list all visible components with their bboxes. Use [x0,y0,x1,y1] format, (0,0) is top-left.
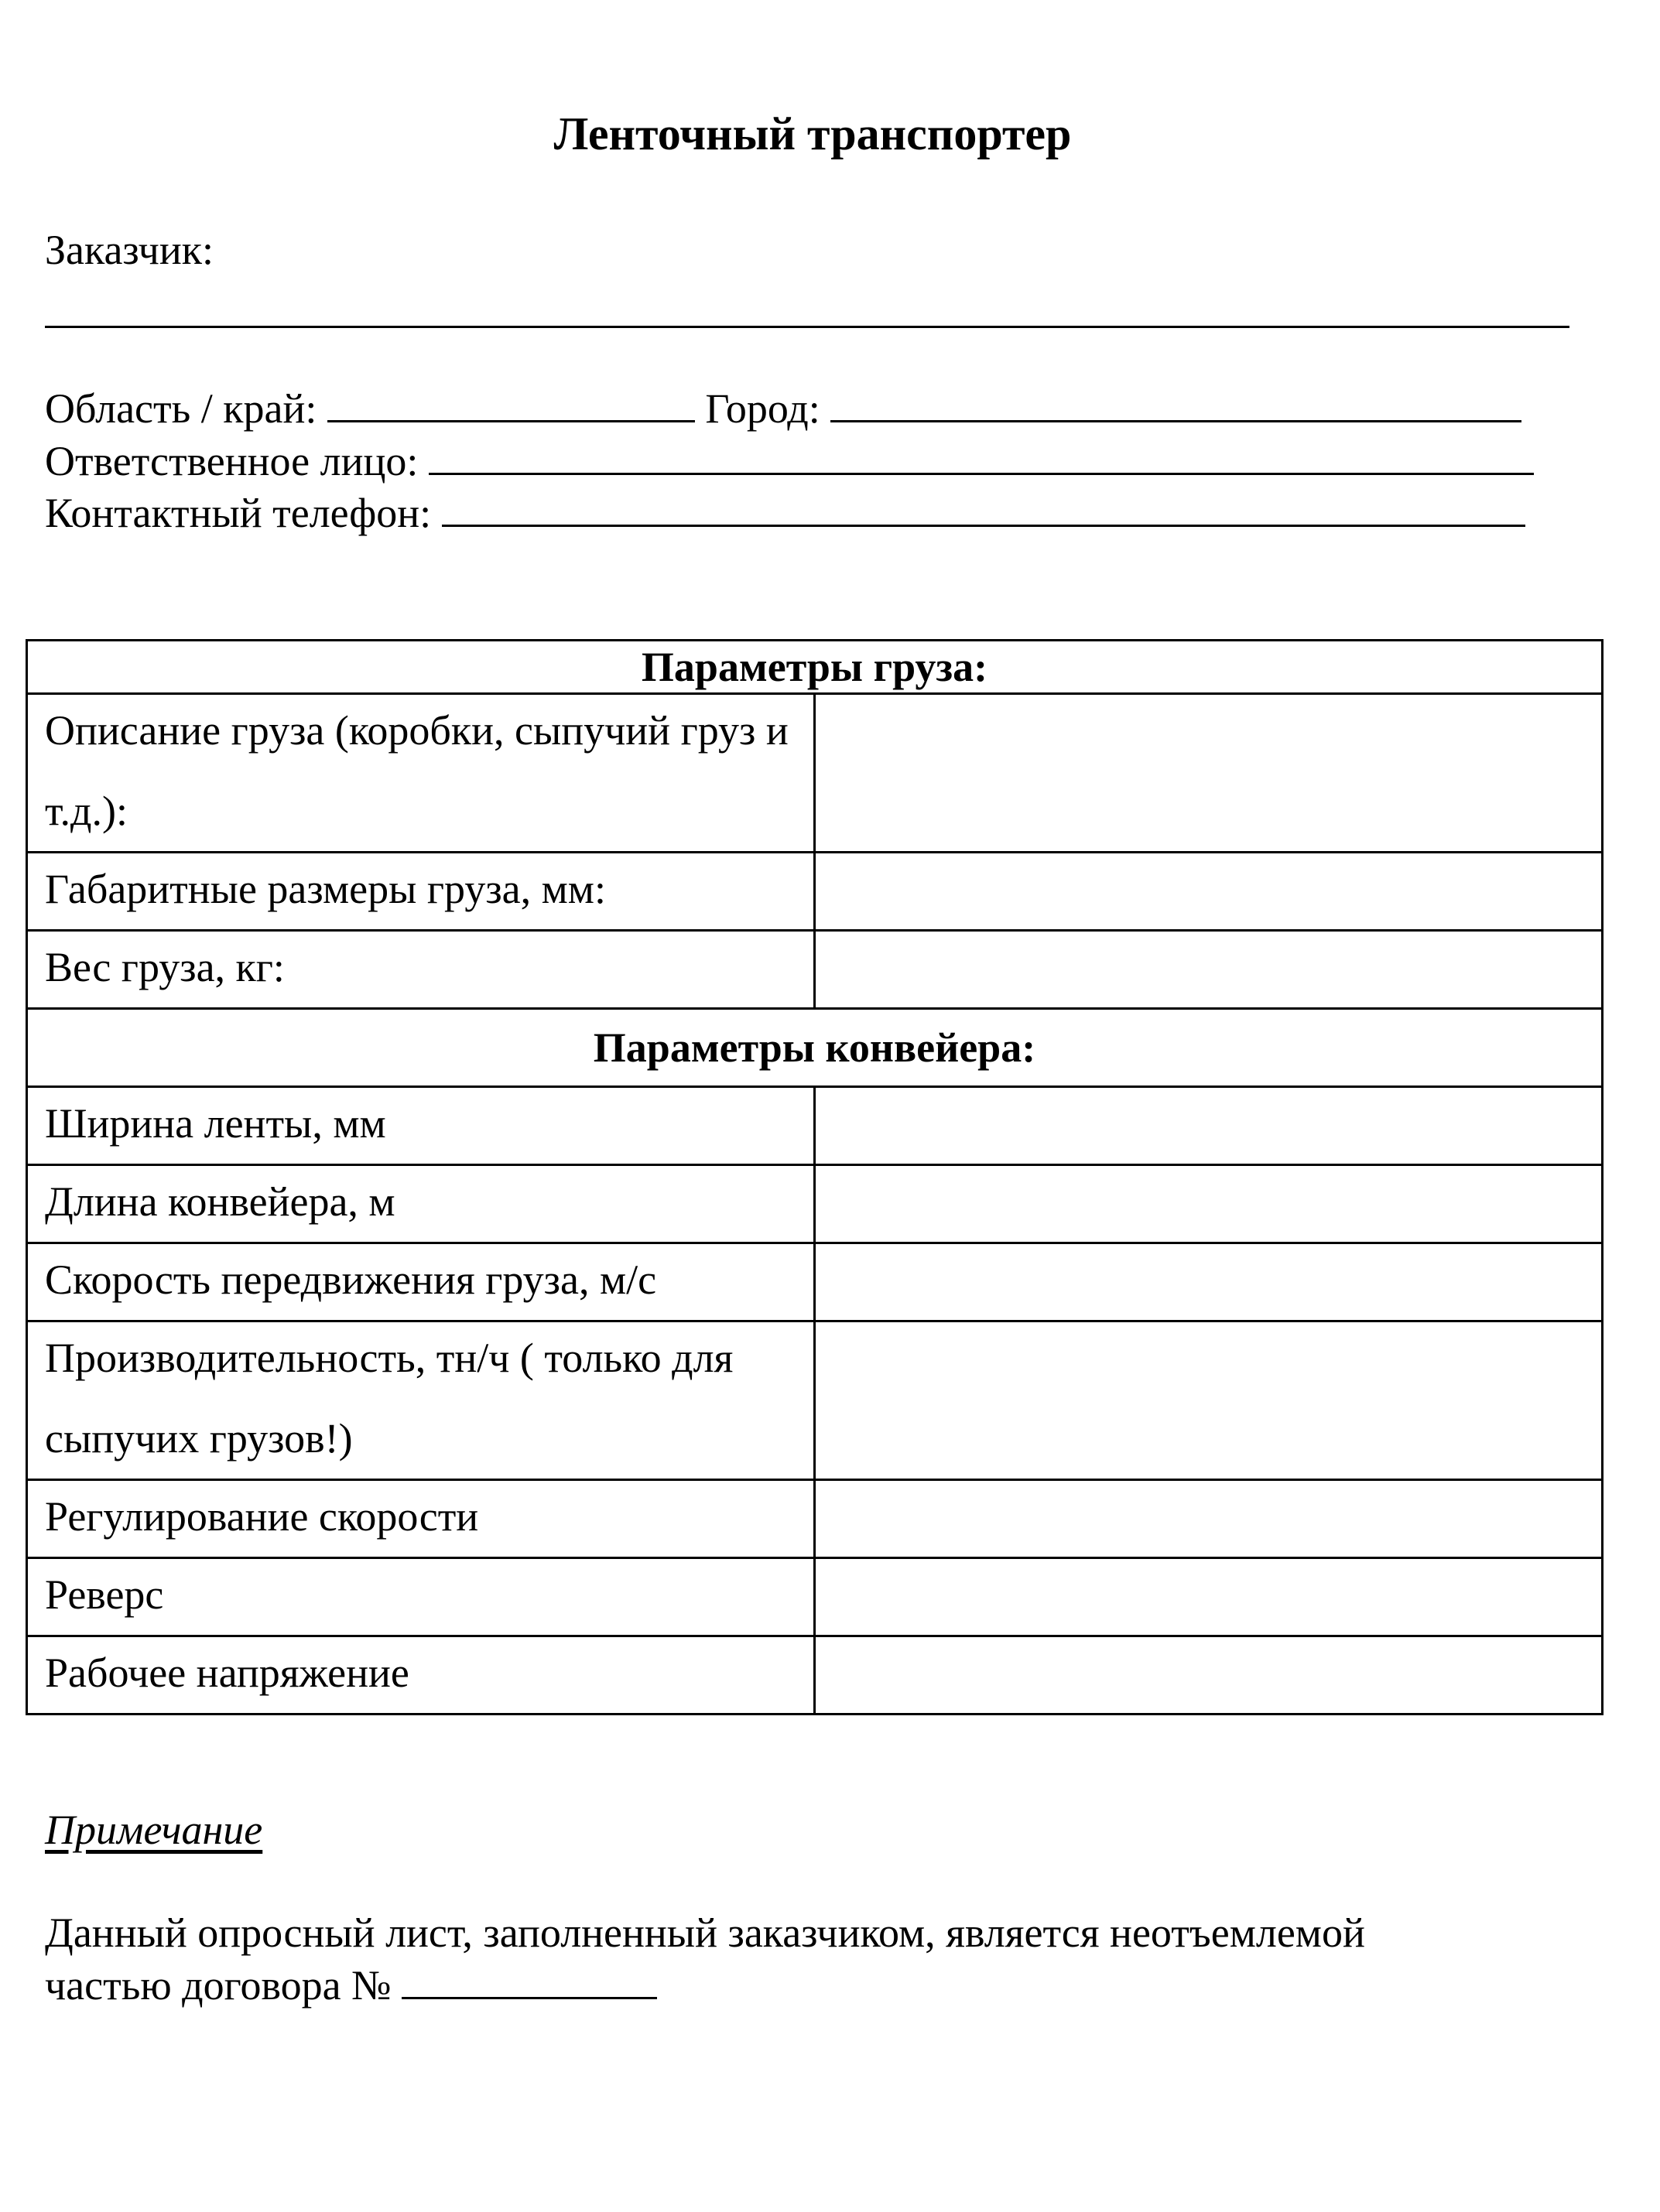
customer-field [45,224,214,275]
voltage-label: Рабочее напряжение [27,1636,815,1715]
note-title: Примечание [45,1807,263,1853]
table-row [27,1636,1603,1715]
customer-input-line[interactable] [45,326,1569,328]
conveyor-section-header [27,1009,1603,1087]
table-row [27,931,1603,1009]
speed-control-label: Регулирование скорости [27,1480,815,1558]
cargo-dimensions-label: Габаритные размеры груза, мм: [27,853,815,931]
reverse-label: Реверс [27,1558,815,1636]
region-label: Область / край: [45,385,317,432]
note-text-line-2-row [45,1958,1593,2011]
conveyor-length-label: Длина конвейера, м [27,1165,815,1243]
cargo-speed-label: Скорость передвижения груза, м/с [27,1243,815,1321]
table-row [27,694,1603,853]
cargo-section-title: Параметры груза: [27,641,1603,694]
table-row [27,1087,1603,1165]
city-input-line[interactable] [830,381,1521,422]
throughput-value[interactable] [815,1321,1603,1480]
cargo-section-header [27,641,1603,694]
voltage-value[interactable] [815,1636,1603,1715]
cargo-weight-value[interactable] [815,931,1603,1009]
phone-row [45,486,1525,538]
reverse-value[interactable] [815,1558,1603,1636]
customer-label: Заказчик: [45,227,214,273]
table-row [27,1480,1603,1558]
conveyor-section-title: Параметры конвейера: [27,1009,1603,1087]
throughput-label: Производительность, тн/ч ( только для сыпучих грузов!) [27,1321,815,1480]
table-row [27,1321,1603,1480]
cargo-description-value[interactable] [815,694,1603,853]
table-row [27,1165,1603,1243]
responsible-label: Ответственное лицо: [45,438,419,484]
note-text-line-2: частью договора № [45,1962,392,2009]
note-text [45,1907,1593,2011]
city-label: Город: [705,385,820,432]
table-row [27,853,1603,931]
table-row [27,1558,1603,1636]
speed-control-value[interactable] [815,1480,1603,1558]
table-row [27,1243,1603,1321]
contract-number-input-line[interactable] [402,1958,657,1999]
belt-width-label: Ширина ленты, мм [27,1087,815,1165]
responsible-input-line[interactable] [429,434,1534,475]
phone-input-line[interactable] [442,486,1525,527]
parameters-table [26,639,1604,1715]
cargo-dimensions-value[interactable] [815,853,1603,931]
conveyor-length-value[interactable] [815,1165,1603,1243]
cargo-weight-label: Вес груза, кг: [27,931,815,1009]
note-text-line-1: Данный опросный лист, заполненный заказчиком, является неотъемлемой [45,1909,1365,1956]
belt-width-value[interactable] [815,1087,1603,1165]
region-city-row [45,381,1521,434]
responsible-row [45,434,1534,487]
cargo-description-label: Описание груза (коробки, сыпучий груз и т.д.): [27,694,815,853]
region-input-line[interactable] [327,381,695,422]
cargo-speed-value[interactable] [815,1243,1603,1321]
page-title: Ленточный транспортер [553,108,1072,159]
phone-label: Контактный телефон: [45,490,432,536]
